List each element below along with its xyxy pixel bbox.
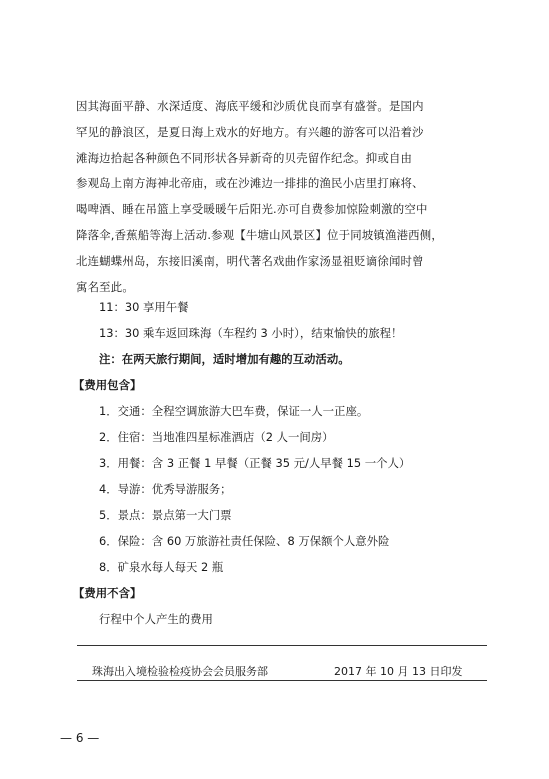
footer-top-rule — [77, 645, 487, 646]
included-item: 6．保险：含 60 万旅游社责任保险、8 万保额个人意外险 — [99, 534, 390, 548]
included-heading: 【费用包含】 — [73, 378, 142, 392]
footer-bottom-rule — [77, 680, 487, 681]
footer-date: 2017 年 10 月 13 日印发 — [334, 665, 463, 678]
schedule-return: 13：30 乘车返回珠海（车程约 3 小时），结束愉快的旅程！ — [99, 326, 403, 340]
included-item: 1．交通：全程空调旅游大巴车费，保证一人一正座。 — [99, 404, 369, 418]
excluded-item: 行程中个人产生的费用 — [99, 612, 213, 626]
footer-issuer: 珠海出入境检验检疫协会会员服务部 — [92, 665, 268, 678]
included-item: 8．矿泉水每人每天 2 瓶 — [99, 560, 224, 574]
paragraph-line: 北连蝴蝶州岛，东接旧溪南，明代著名戏曲作家汤显祖贬谪徐闻时曾 — [76, 253, 424, 268]
schedule-lunch: 11：30 享用午餐 — [99, 300, 189, 314]
paragraph-line: 因其海面平静、水深适度、海底平缓和沙质优良而享有盛誉。是国内 — [76, 99, 424, 113]
included-item: 5．景点：景点第一大门票 — [99, 508, 232, 522]
paragraph-line: 降落伞,香蕉船等海上活动.参观【牛塘山风景区】位于同坡镇渔港西侧， — [76, 227, 443, 242]
paragraph-line: 参观岛上南方海神北帝庙，或在沙滩边一排排的渔民小店里打麻将、 — [76, 176, 424, 191]
excluded-heading: 【费用不含】 — [73, 586, 142, 600]
paragraph-line: 寓名至此。 — [76, 279, 134, 294]
paragraph-line: 滩海边拾起各种颜色不同形状各异新奇的贝壳留作纪念。抑或自由 — [76, 150, 413, 165]
included-item: 3．用餐：含 3 正餐 1 早餐（正餐 35 元/人早餐 15 一个人） — [99, 456, 411, 470]
itinerary-paragraph — [76, 94, 496, 300]
included-item: 4．导游：优秀导游服务； — [99, 482, 232, 496]
page-number: — 6 — — [60, 731, 100, 745]
paragraph-line: 罕见的静浪区，是夏日海上戏水的好地方。有兴趣的游客可以沿着沙 — [76, 124, 424, 139]
interactive-note: 注：在两天旅行期间，适时增加有趣的互动活动。 — [99, 352, 350, 366]
paragraph-line: 喝啤酒、睡在吊篮上享受暖暖午后阳光.亦可自费参加惊险刺激的空中 — [76, 202, 428, 217]
included-item: 2．住宿：当地准四星标准酒店（2 人一间房） — [99, 430, 334, 444]
